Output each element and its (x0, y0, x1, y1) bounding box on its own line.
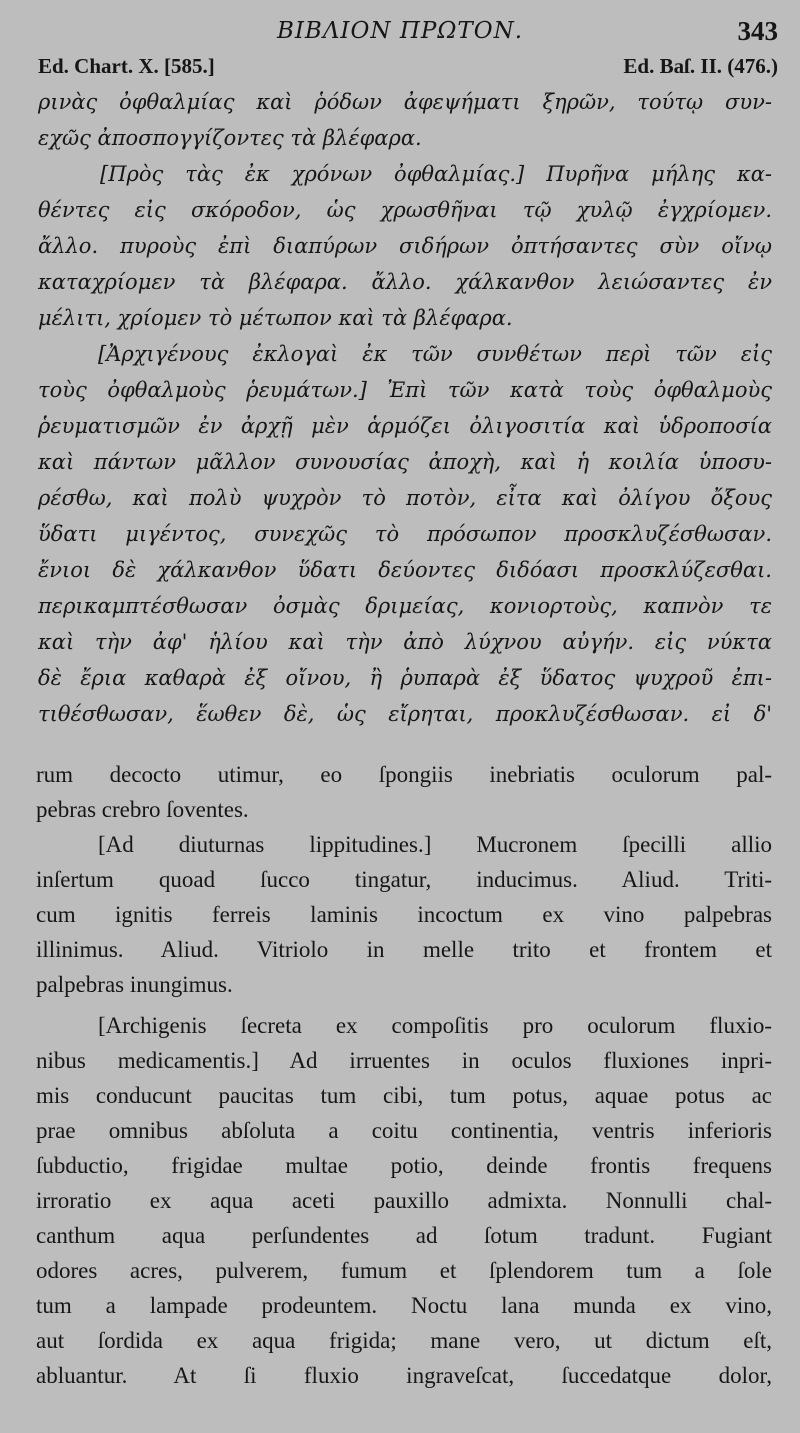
greek-line: ἄλλο. πυροὺς ἐπὶ διαπύρων σιδήρων ὀπτήσαντες σὺν οἴνῳ (38, 234, 772, 258)
latin-line: mis conducunt paucitas tum cibi, tum potus, aquae potus ac (36, 1083, 772, 1108)
greek-line: δὲ ἔρια καθαρὰ ἐξ οἴνου, ἢ ῥυπαρὰ ἐξ ὕδατος ψυχροῦ ἐπι- (38, 666, 772, 690)
latin-text-column (36, 757, 772, 1393)
latin-line: abluantur. At ſi fluxio ingraveſcat, ſuccedatque dolor, (36, 1363, 772, 1388)
latin-line: ſubductio, frigidae multae potio, deinde frontis frequens (36, 1153, 772, 1178)
greek-text-column (38, 84, 772, 732)
latin-line: pebras crebro ſoventes. (36, 797, 249, 822)
latin-line: [Archigenis ſecreta ex compoſitis pro oculorum fluxio- (98, 1013, 772, 1038)
greek-line: [Ἀρχιγένους ἐκλογαὶ ἐκ τῶν συνθέτων περὶ τῶν εἰς (98, 342, 772, 366)
edition-references (38, 54, 778, 82)
latin-line: palpebras inungimus. (36, 972, 233, 997)
greek-line: καὶ τὴν ἀφ' ἡλίου καὶ τὴν ἀπὸ λύχνου αὐγήν. εἰς νύκτα (38, 630, 772, 654)
greek-line: ἔνιοι δὲ χάλκανθον ὕδατι δεύοντες διδόασι προσκλύζεσθαι. (38, 558, 772, 582)
latin-line: [Ad diuturnas lippitudines.] Mucronem ſpecilli allio (98, 832, 772, 857)
greek-line: μέλιτι, χρίομεν τὸ μέτωπον καὶ τὰ βλέφαρα. (38, 306, 513, 330)
greek-line: τιθέσθωσαν, ἕωθεν δὲ, ὡς εἴρηται, προκλυζέσθωσαν. εἰ δ' (38, 702, 772, 726)
latin-line: inſertum quoad ſucco tingatur, inducimus. Aliud. Triti- (36, 867, 772, 892)
greek-line: τοὺς ὀφθαλμοὺς ῥευμάτων.] Ἐπὶ τῶν κατὰ τοὺς ὀφθαλμοὺς (38, 378, 772, 402)
edition-reference-basel: Ed. Baſ. II. (476.) (623, 54, 778, 78)
latin-line: aut ſordida ex aqua frigida; mane vero, ut dictum eſt, (36, 1328, 772, 1353)
greek-line: ῥευματισμῶν ἐν ἀρχῇ μὲν ἁρμόζει ὀλιγοσιτία καὶ ὑδροποσία (38, 414, 772, 438)
greek-line: ρινὰς ὀφθαλμίας καὶ ῥόδων ἀφεψήματι ξηρῶν, τούτῳ συν- (38, 90, 772, 114)
running-title: ΒΙΒΛΙΟΝ ΠΡΩΤΟΝ. (276, 18, 524, 44)
latin-line: nibus medicamentis.] Ad irruentes in oculos fluxiones inpri- (36, 1048, 772, 1073)
greek-line: εχῶς ἀποσπογγίζοντες τὰ βλέφαρα. (38, 126, 422, 150)
greek-line: καταχρίομεν τὰ βλέφαρα. ἄλλο. χάλκανθον λειώσαντες ἐν (38, 270, 772, 294)
greek-line: καὶ πάντων μᾶλλον συνουσίας ἀποχὴ, καὶ ἡ κοιλία ὑποσυ- (38, 450, 772, 474)
latin-line: rum decocto utimur, eo ſpongiis inebriatis oculorum pal- (36, 762, 772, 787)
latin-line: irroratio ex aqua aceti pauxillo admixta. Nonnulli chal- (36, 1188, 772, 1213)
latin-line: cum ignitis ferreis laminis incoctum ex vino palpebras (36, 902, 772, 927)
latin-line: illinimus. Aliud. Vitriolo in melle trito et frontem et (36, 937, 772, 962)
greek-line: ρέσθω, καὶ πολὺ ψυχρὸν τὸ ποτὸν, εἶτα καὶ ὀλίγου ὄξους (38, 486, 772, 510)
running-header (0, 18, 800, 52)
greek-line: ὕδατι μιγέντος, συνεχῶς τὸ πρόσωπον προσκλυζέσθωσαν. (38, 522, 772, 546)
latin-line: odores acres, pulverem, fumum et ſplendorem tum a ſole (36, 1258, 772, 1283)
page-number: 343 (737, 16, 778, 46)
edition-reference-chartier: Ed. Chart. X. [585.] (38, 54, 215, 78)
greek-line: [Πρὸς τὰς ἐκ χρόνων ὀφθαλμίας.] Πυρῆνα μήλης κα- (100, 162, 772, 186)
greek-line: θέντες εἰς σκόροδον, ὡς χρωσθῆναι τῷ χυλῷ ἐγχρίομεν. (38, 198, 772, 222)
greek-line: περικαμπτέσθωσαν ὀσμὰς δριμείας, κονιορτοὺς, καπνὸν τε (38, 594, 772, 618)
latin-line: canthum aqua perſundentes ad ſotum tradunt. Fugiant (36, 1223, 772, 1248)
latin-line: tum a lampade prodeuntem. Noctu lana munda ex vino, (36, 1293, 772, 1318)
latin-line: prae omnibus abſoluta a coitu continentia, ventris inferioris (36, 1118, 772, 1143)
